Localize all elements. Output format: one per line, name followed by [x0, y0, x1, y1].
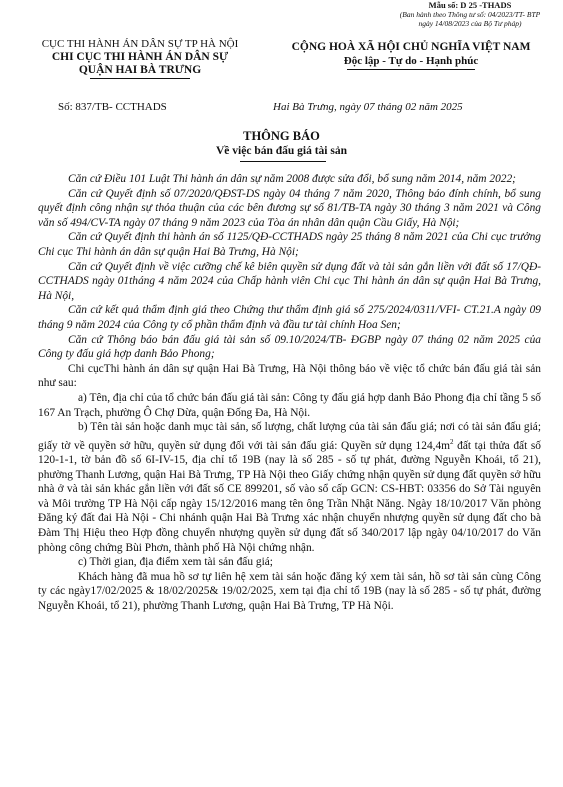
national-title: CỘNG HOÀ XÃ HỘI CHỦ NGHĨA VIỆT NAM	[291, 41, 531, 53]
area-unit-superscript: 2	[450, 437, 454, 446]
legal-basis-6: Căn cứ Thông báo bán đấu giá tài sản số 09.10/2024/TB- ĐGBP ngày 07 tháng 02 năm 2025 của Công ty đấu giá hợp danh Bảo Phong;	[38, 333, 541, 361]
section-a-auction-organization: a) Tên, địa chỉ của tổ chức bán đấu giá tài sản: Công ty đấu giá hợp danh Bảo Phong địa chỉ tầng 5 số 167 An Trạch, phường Ô Chợ Dừa, quận Đống Đa, Hà Nội.	[38, 391, 541, 419]
national-motto: Độc lập - Tự do - Hạnh phúc	[343, 55, 479, 67]
subtitle-underline	[240, 161, 326, 162]
legal-basis-4: Căn cứ Quyết định về việc cưỡng chế kê biên quyền sử dụng đất và tài sản gắn liền với đất số 17/QĐ- CCTHADS ngày 01tháng 4 năm 2024 của Chấp hành viên Chi cục Thi hành án dân sự quận Hai Bà Trưng, Hà Nội,	[38, 260, 541, 302]
form-code-block	[385, 1, 555, 28]
national-header	[266, 40, 556, 70]
legal-basis-2: Căn cứ Quyết định số 07/2020/QĐST-DS ngày 04 tháng 7 năm 2020, Thông báo đính chính, bổ sung quyết định công nhận sự thỏa thuận của các bên đương sự số 81/TB-TA ngày 30 tháng 3 năm 2021 và Công văn số 494/CV-TA ngày 07 tháng 9 năm 2023 của Tòa án nhân dân quận Cầu Giấy, Hà Nội;	[38, 187, 541, 229]
document-number: Số: 837/TB- CCTHADS	[58, 101, 167, 113]
announcement-intro: Chi cụcThi hành án dân sự quận Hai Bà Trưng, Hà Nội thông báo về việc tổ chức bán đấu giá tài sản như sau:	[38, 362, 541, 390]
section-b-asset-description	[38, 420, 541, 555]
asset-description-part2: đất tại thửa đất số 120-1-1, tờ bản đồ số 6I-IV-15, địa chỉ tổ 19B (nay là số 285 - số tự phát, đường Nguyễn Khoái, tổ 21), phường Thanh Lương, quận Hai Bà Trưng, TP Hà Nội theo Giấy chứng nhận quyền sử dụng đất quyền sở hữu nhà ở và tài sản khác gắn liền với đất số CE 899201, số vào sổ cấp GCN: CS-HBT: 03356 do Sở Tài nguyên và Môi trường TP Hà Nội cấp ngày 15/12/2016 mang tên ông Trần Nhật Năng. Ngày 18/10/2017 Văn phòng Đăng ký đất đai Hà Nội - Chi nhánh quận Hai Bà Trưng xác nhận chuyển nhượng quyền sử dụng đất cho bà Đàm Thị Hiệu theo Hợp đồng chuyển nhượng quyền sử dụng đất số 340/2017 lập ngày 04/10/2017 do Văn phòng công chứng Bùi Phơn, thành phố Hà Nội chứng nhận.	[38, 439, 541, 554]
agency-name: CHI CỤC THI HÀNH ÁN DÂN SỰ	[51, 51, 229, 63]
place-date: Hai Bà Trưng, ngày 07 tháng 02 năm 2025	[273, 101, 463, 113]
viewing-instructions: Khách hàng đã mua hồ sơ tự liên hệ xem tài sản hoặc đăng ký xem tài sản, hồ sơ tài sản cùng Công ty các ngày17/02/2025 & 18/02/2025& 19/02/2025, xem tại địa chỉ tổ 19B (nay là số 285 - số tự phát, đường Nguyễn Khoái, tổ 21), phường Thanh Lương, quận Hai Bà Trưng, TP Hà Nội.	[38, 570, 541, 613]
asset-description-part1: b) Tên tài sản hoặc danh mục tài sản, số lượng, chất lượng của tài sản đấu giá; nơi có tài sản đấu giá; giấy tờ về quyền sở hữu, quyền sử dụng đối với tài sản đấu giá: Quyền sử dụng 124,4m	[38, 421, 541, 452]
agency-district: QUẬN HAI BÀ TRƯNG	[78, 64, 202, 76]
form-issued-by: (Ban hành theo Thông tư số: 04/2023/TT- BTP	[399, 10, 541, 19]
document-body	[38, 172, 541, 614]
agency-parent: CỤC THI HÀNH ÁN DÂN SỰ TP HÀ NỘI	[41, 38, 239, 50]
legal-basis-5: Căn cứ kết quả thẩm định giá theo Chứng thư thẩm định giá số 275/2024/0311/VFI- CT.21.A ngày 09 tháng 9 năm 2024 của Công ty cổ phần thẩm định và đầu tư tài chính Hoa Sen;	[38, 304, 541, 331]
document-subtitle: Về việc bán đấu giá tài sản	[216, 145, 347, 157]
form-code: Mẫu số: D 25 -THADS	[428, 0, 512, 10]
agency-underline	[90, 78, 190, 79]
legal-basis-1: Căn cứ Điều 101 Luật Thi hành án dân sự năm 2008 được sửa đổi, bổ sung năm 2014, năm 2022;	[68, 173, 516, 185]
document-title: THÔNG BÁO	[243, 129, 320, 143]
form-issued-date: ngày 14/08/2023 của Bộ Tư pháp)	[418, 19, 522, 28]
section-c-viewing-time: c) Thời gian, địa điểm xem tài sản đấu giá;	[78, 556, 273, 569]
legal-basis-3: Căn cứ Quyết định thi hành án số 1125/QĐ-CCTHADS ngày 25 tháng 8 năm 2021 của Chi cục trưởng Chi cục Thi hành án dân sự quận Hai Bà Trưng, Hà Nội;	[38, 231, 541, 258]
motto-underline	[347, 69, 475, 70]
agency-header	[0, 38, 280, 79]
